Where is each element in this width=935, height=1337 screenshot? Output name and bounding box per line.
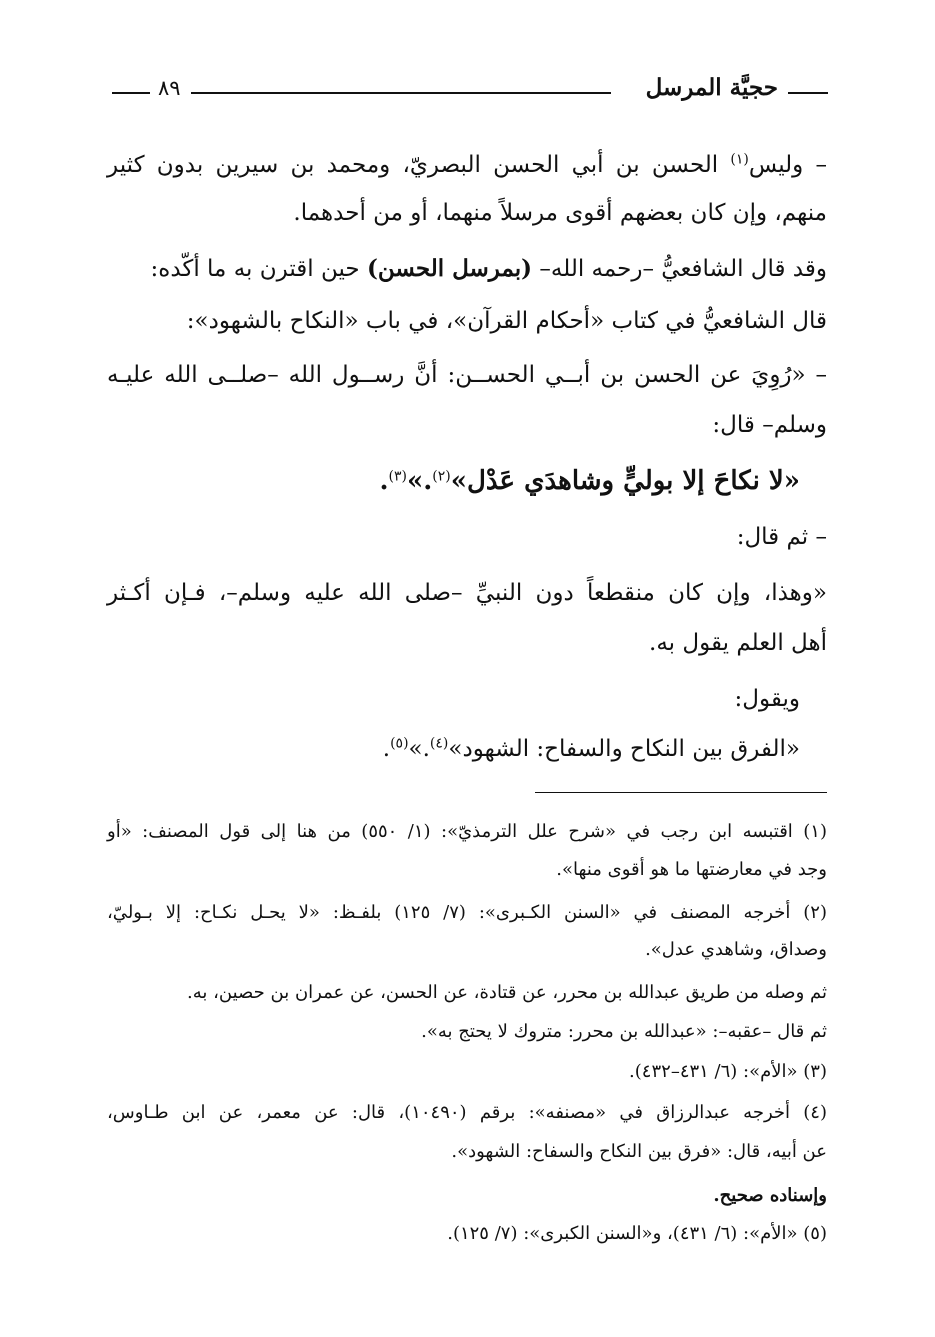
footnote-2-line-2: وصداق، وشاهدي عدل». (645, 939, 827, 960)
footnote-4-line-1: (٤) أخرجه عبدالرزاق في «مصنفه»: برقم (١٠٤٩٠)، قال: عن معمر، عن ابن طـاوس، (107, 1102, 827, 1123)
body-line-6: وسلم– قال: (712, 412, 827, 438)
footnote-2-line-4: ثم قال –عقبه–: «عبدالله بن محرر: متروك لا يحتج به». (421, 1021, 827, 1042)
hadith-quote: «لا نكاحَ إلا بوليٍّ وشاهدَي عَدْل» (450, 466, 800, 496)
body-line-10: أهل العلم يقول به. (649, 630, 827, 656)
footnote-ref-2: (٢) (432, 468, 451, 485)
body-line-5: – «رُوِيَ عن الحسن بن أبــي الحســن: أنَّ رســول الله –صلــى الله عليـه (107, 362, 827, 388)
running-header (112, 74, 828, 106)
highlight-phrase: (بمرسل الحسن) (366, 255, 533, 282)
footnote-3: (٣) «الأم»: (٦/ ٤٣١–٤٣٢). (629, 1061, 827, 1082)
header-rule-middle (191, 92, 611, 94)
footnote-2-line-1: (٢) أخرجه المصنف في «السنن الكـبرى»: (٧/ ١٢٥) بلفـظ: «لا يحـل نكـاح: إلا بـوليّ، (107, 902, 827, 923)
footnote-1-line-2: وجد في معارضتها ما هو أقوى منها». (556, 859, 827, 880)
footnote-5: (٥) «الأم»: (٦/ ٤٣١)، و«السنن الكبرى»: (٧/ ١٢٥). (447, 1223, 827, 1244)
footnote-4-line-3: وإسناده صحيح. (713, 1185, 827, 1206)
body-line-9: «وهذا، وإن كان منقطعاً دون النبيِّ –صلى الله عليه وسلم–، فـإن أكـثر (107, 580, 827, 606)
body-line-4: قال الشافعيُّ في كتاب «أحكام القرآن»، في باب «النكاح بالشهود»: (186, 308, 827, 334)
body-line-11: ويقول: (734, 686, 800, 712)
footnote-ref-1: (١) (730, 151, 749, 168)
footnote-2-line-3: ثم وصله من طريق عبدالله بن محرر، عن قتادة، عن الحسن، عن عمران بن حصين، به. (187, 982, 827, 1003)
body-line-8: – ثم قال: (736, 524, 827, 550)
footnote-ref-4: (٤) (429, 735, 449, 752)
footnote-separator (535, 792, 827, 793)
body-line-3: وقد قال الشافعيُّ –رحمه الله– (بمرسل الحسن) حين اقترن به ما أكّده: (150, 255, 827, 282)
body-line-1: – وليس$^{(١)}$ الحسن بن أبي الحسن البصريّ، ومحمد بن سيرين بدون كثير (107, 151, 827, 178)
page-number: ٨٩ (158, 76, 181, 100)
body-line-2: منهم، وإن كان بعضهم أقوى مرسلاً منهما، أو من أحدهما. (293, 200, 827, 226)
header-title: حجيَّة المرسل (645, 74, 778, 101)
footnote-1-line-1: (١) اقتبسه ابن رجب في «شرح علل الترمذيّ»: (١/ ٥٥٠) من هنا إلى قول المصنف: «أو (107, 821, 827, 842)
footnote-ref-3: (٣) (388, 468, 407, 485)
header-rule-right (788, 92, 828, 94)
footnote-ref-5: (٥) (390, 735, 409, 752)
body-line-7-hadith: «لا نكاحَ إلا بوليٍّ وشاهدَي عَدْل»$^{(٢)}$.»$^{(٣)}$. (379, 466, 800, 496)
footnote-4-line-2: عن أبيه، قال: «فرق بين النكاح والسفاح: الشهود». (451, 1141, 827, 1162)
header-rule-left (112, 92, 150, 94)
body-line-12: «الفرق بين النكاح والسفاح: الشهود»$^{(٤)}$.»$^{(٥)}$. (382, 735, 800, 762)
